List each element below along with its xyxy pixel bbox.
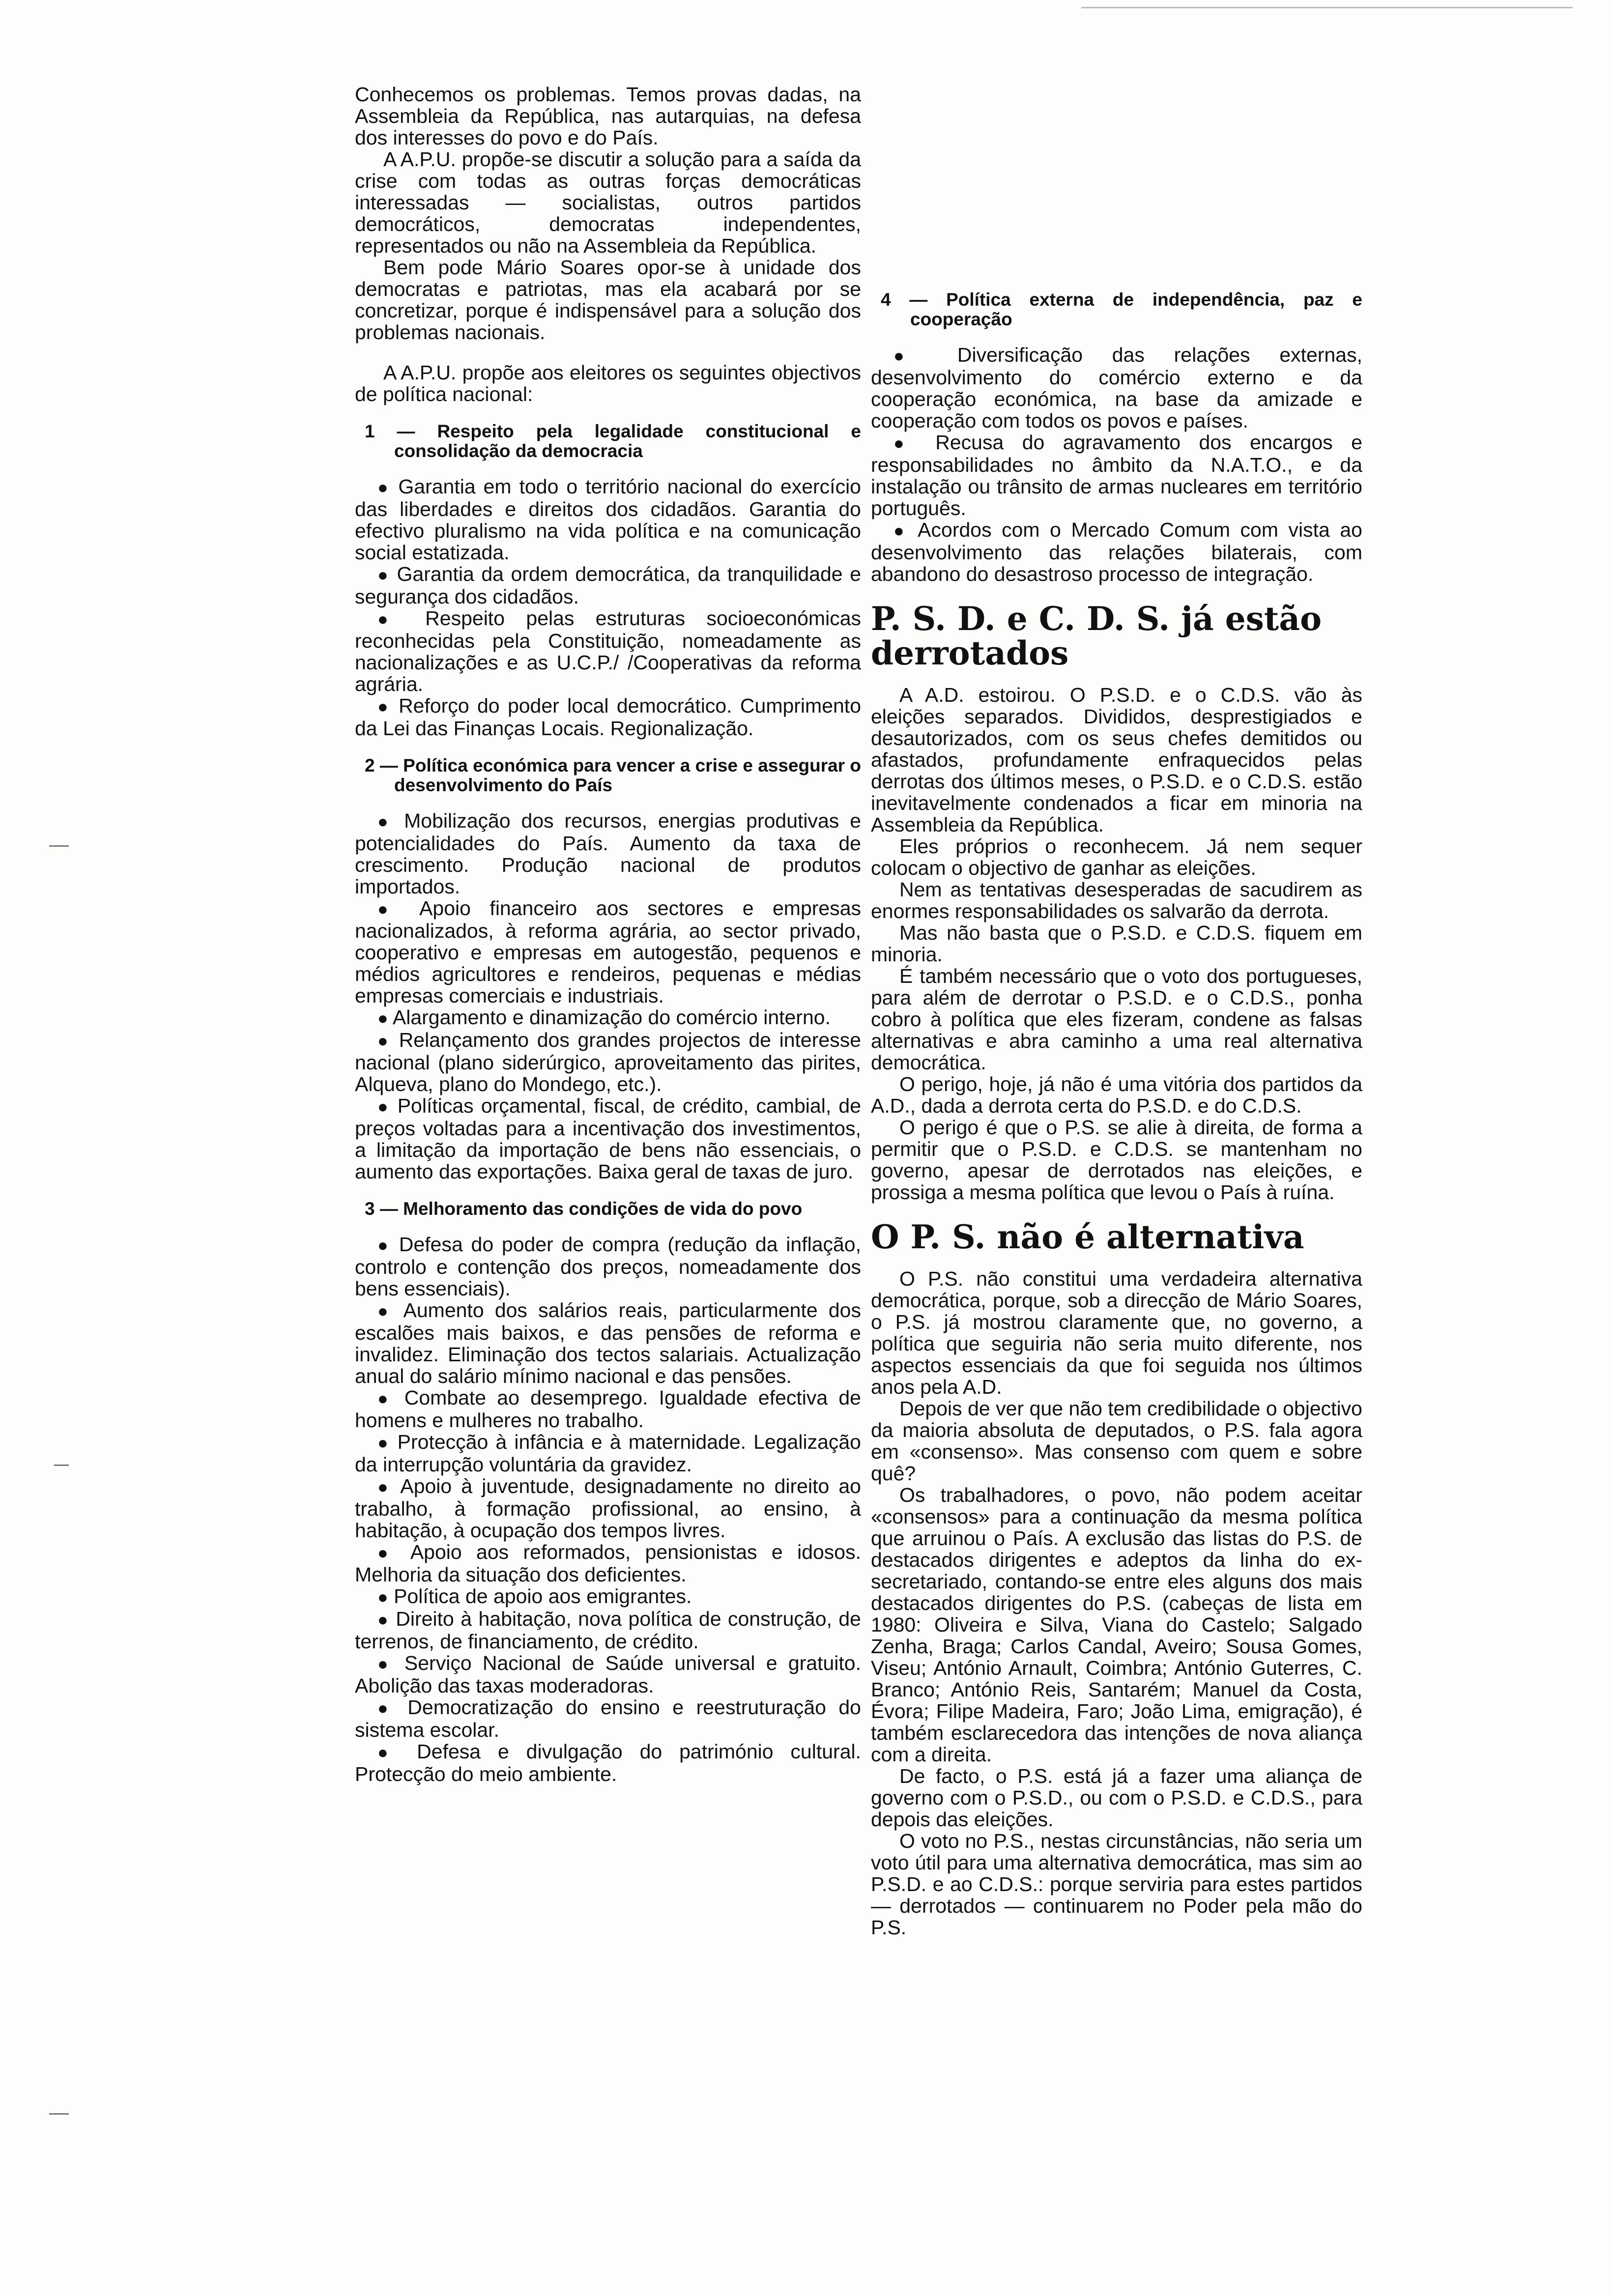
list-item: ● Aumento dos salários reais, particularmente dos escalões mais baixos, e das pensões de reforma e invalidez. Eliminação dos tectos salariais. Actualização anual do salário mínimo nacional e das pensões. [355,1299,861,1387]
paragraph: Mas não basta que o P.S.D. e C.D.S. fiquem em minoria. [871,921,1362,966]
section-heading: 2 — Política económica para vencer a crise e assegurar o desenvolvimento do País [365,755,861,795]
bullet-icon: ● [893,345,928,366]
paragraph: Eles próprios o reconhecem. Já nem sequer colocam o objectivo de ganhar as eleições. [871,835,1362,879]
headline-ps: O P. S. não é alternativa [871,1218,1304,1256]
list-item: ● Defesa e divulgação do património cultural. Protecção do meio ambiente. [355,1740,861,1785]
section-heading: 1 — Respeito pela legalidade constitucional e consolidação da democracia [365,421,861,461]
paragraph: O perigo é que o P.S. se alie à direita, de forma a permitir que o P.S.D. e C.D.S. se mantenham no governo, apesar de derrotados nas eleições, e prossiga a mesma política que levou o País à ruína. [871,1116,1362,1204]
list-item: ● Apoio financeiro aos sectores e empresas nacionalizados, à reforma agrária, ao sector privado, cooperativo e empresas em autogestão, pequenos e médios agricultores e rendeiros, pequenas e médias empresas comerciais e industriais. [355,897,862,1007]
paragraph: De facto, o P.S. está já a fazer uma aliança de governo com o P.S.D., ou com o P.S.D. e C.D.S., para depois das eleições. [871,1765,1362,1831]
list-item: ● Combate ao desemprego. Igualdade efectiva de homens e mulheres no trabalho. [355,1386,861,1432]
paragraph: O voto no P.S., nestas circunstâncias, não seria um voto útil para uma alternativa democrática, mas sim ao P.S.D. e ao C.D.S.: porque serviria para estes partidos — derrotados — continuarem no Poder pela mão do P.S. [871,1830,1362,1939]
bullet-icon: ● [893,520,909,541]
list-item: ● Políticas orçamental, fiscal, de crédito, cambial, de preços voltadas para a incentivação dos investimentos, a limitação da importação de bens não essenciais, o aumento das exportações. Baixa geral de taxas de juro. [355,1094,861,1183]
list-item: ● Apoio à juventude, designadamente no direito ao trabalho, à formação profissional, ao ensino, à habitação, à ocupação dos tempos livres. [355,1475,861,1542]
intro-paragraph: Conhecemos os problemas. Temos provas dadas, na Assembleia da República, nas autarquias, na defesa dos interesses do povo e do País. [355,83,861,149]
bullet-icon: ● [377,477,391,497]
list-item: ● Relançamento dos grandes projectos de interesse nacional (plano siderúrgico, aproveitamento das pirites, Alqueva, plano do Mondego, etc.). [355,1029,861,1095]
bullet-icon: ● [377,1698,395,1718]
bullet-icon: ● [377,1096,390,1117]
headline-psd-cds: P. S. D. e C. D. S. já estão derrotados [871,600,1322,672]
left-column [355,84,861,1785]
paragraph: É também necessário que o voto dos portugueses, para além de derrotar o P.S.D. e o C.D.S., ponha cobro à política que eles fizeram, condene as falsas alternativas e abra caminho a uma real alternativa democrática. [871,965,1362,1074]
list-item: ● Política de apoio aos emigrantes. [377,1585,692,1607]
list-item: ● Democratização do ensino e reestruturação do sistema escolar. [355,1696,861,1741]
bullet-icon: ● [377,1543,397,1563]
scan-edge-mark [49,2113,69,2115]
right-column [871,290,1362,1938]
list-item: ● Apoio aos reformados, pensionistas e idosos. Melhoria da situação dos deficientes. [355,1541,861,1586]
bullet-icon: ● [377,1654,394,1674]
bullet-icon: ● [377,609,404,629]
intro-paragraph: A A.P.U. propõe aos eleitores os seguintes objectivos de política nacional: [355,361,861,405]
bullet-icon: ● [377,1301,394,1321]
paragraph: Os trabalhadores, o povo, não podem aceitar «consensos» para a continuação da mesma política que arruinou o País. A exclusão das listas do P.S. de destacados dirigentes e adeptos da linha do ex-secretariado, contando-se entre eles alguns dos mais destacados dirigentes do P.S. (cabeças de lista em 1980: Oliveira e Silva, Viana do Castelo; Salgado Zenha, Braga; Carlos Candal, Aveiro; Sousa Gomes, Viseu; António Arnault, Coimbra; António Guterres, C. Branco; António Reis, Santarém; Manuel da Costa, Évora; Filipe Madeira, Faro; João Lima, emigração), é também esclarecedora das intenções de nova aliança com a direita. [871,1484,1362,1766]
bullet-icon: ● [377,899,402,919]
paragraph: O P.S. não constitui uma verdadeira alternativa democrática, porque, sob a direcção de Mário Soares, o P.S. já mostrou claramente que, no governo, a política que seguiria não seria muito diferente, nos aspectos essenciais da que foi seguida nos últimos anos pela A.D. [871,1267,1362,1398]
bullet-icon: ● [377,696,391,717]
paragraph: Nem as tentativas desesperadas de sacudirem as enormes responsabilidades os salvarão da derrota. [871,878,1362,922]
paragraph: O perigo, hoje, já não é uma vitória dos partidos da A.D., dada a derrota certa do P.S.D. e do C.D.S. [871,1073,1362,1117]
bullet-icon: ● [377,1742,400,1762]
bullet-icon: ● [377,1609,389,1630]
bullet-icon: ● [377,1388,394,1408]
bullet-icon: ● [377,1008,388,1028]
list-item: ● Garantia em todo o território nacional do exercício das liberdades e direitos dos cidadãos. Garantia do efectivo pluralismo na vida política e na comunicação social estatizada. [355,475,861,564]
scan-edge-mark [49,845,69,847]
list-item: ● Alargamento e dinamização do comércio interno. [377,1006,831,1029]
bullet-icon: ● [377,1235,391,1255]
list-item: ● Reforço do poder local democrático. Cumprimento da Lei das Finanças Locais. Regionalização. [355,694,861,740]
list-item: ● Mobilização dos recursos, energias produtivas e potencialidades do País. Aumento da taxa de crescimento. Produção nacional de produtos importados. [355,809,861,898]
scan-edge-mark [54,1464,69,1466]
list-item: ● Serviço Nacional de Saúde universal e gratuito. Abolição das taxas moderadoras. [355,1652,861,1697]
list-item: ● Garantia da ordem democrática, da tranquilidade e segurança dos cidadãos. [355,563,861,608]
bullet-icon: ● [377,811,394,832]
bullet-icon: ● [377,1031,391,1051]
list-item: ● Direito à habitação, nova política de construção, de terrenos, de financiamento, de crédito. [355,1607,861,1653]
intro-paragraph: A A.P.U. propõe-se discutir a solução para a saída da crise com todas as outras forças democráticas interessadas — socialistas, outros partidos democráticos, democratas independentes, representados ou não na Assembleia da República. [355,148,861,257]
paragraph: A A.D. estoirou. O P.S.D. e o C.D.S. vão às eleições separados. Divididos, desprestigiados e desautorizados, com os seus chefes demitidos ou afastados, profundamente enfraquecidos pelas derrotas dos últimos meses, o P.S.D. e o C.D.S. estão inevitavelmente condenados a ficar em minoria na Assembleia da República. [871,684,1362,836]
bullet-icon: ● [893,433,917,453]
paragraph: Depois de ver que não tem credibilidade o objectivo da maioria absoluta de deputados, o P.S. fala agora em «consenso». Mas consenso com quem e sobre quê? [871,1397,1362,1485]
intro-paragraph: Bem pode Mário Soares opor-se à unidade dos democratas e patriotas, mas ela acabará por se concretizar, porque é indispensável para a solução dos problemas nacionais. [355,256,861,344]
list-item: ● Diversificação das relações externas, desenvolvimento do comércio externo e da cooperação económica, na base da amizade e cooperação com todos os povos e países. [871,344,1362,432]
bullet-icon: ● [377,1587,388,1607]
list-item: ● Defesa do poder de compra (redução da inflação, controlo e contenção dos preços, nomeadamente dos bens essenciais). [355,1233,861,1300]
list-item: ● Acordos com o Mercado Comum com vista ao desenvolvimento das relações bilaterais, com abandono do desastroso processo de integração. [871,518,1362,585]
list-item: ● Protecção à infância e à maternidade. Legalização da interrupção voluntária da gravidez. [355,1431,861,1476]
scan-edge-mark [1081,7,1573,8]
list-item: ● Respeito pelas estruturas socioeconómicas reconhecidas pela Constituição, nomeadamente as nacionalizações e as U.C.P./ /Cooperativas da reforma agrária. [355,607,861,695]
section-heading: 4 — Política externa de independência, paz e cooperação [881,289,1362,329]
bullet-icon: ● [377,1477,392,1497]
bullet-icon: ● [377,565,390,585]
bullet-icon: ● [377,1433,390,1453]
list-item: ● Recusa do agravamento dos encargos e responsabilidades no âmbito da N.A.T.O., e da instalação ou trânsito de armas nucleares em território português. [871,431,1362,519]
section-heading: 3 — Melhoramento das condições de vida do povo [365,1199,803,1219]
